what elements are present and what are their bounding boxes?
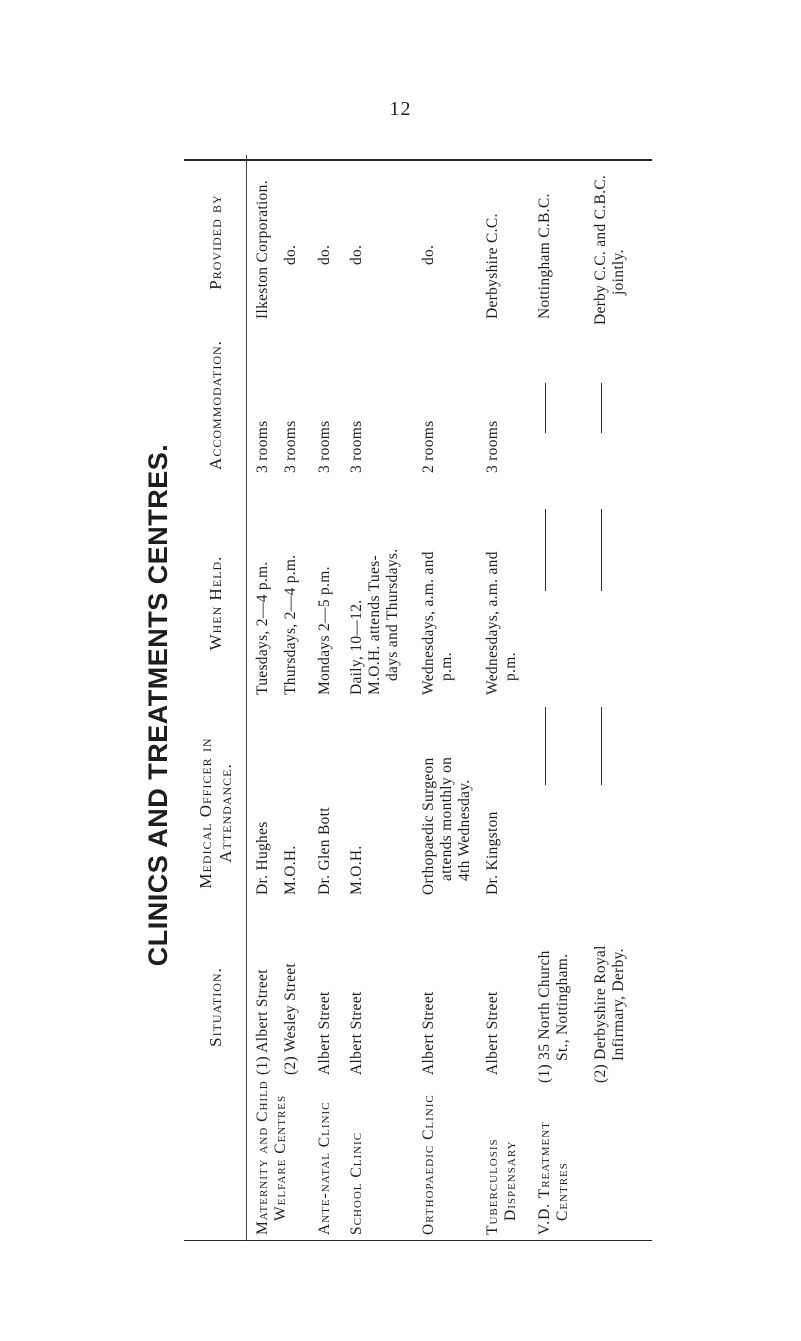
clinic-name [254, 1080, 290, 1235]
provided-cell: Nottingham C.B.C. [536, 193, 553, 319]
provided-cell: do. [282, 244, 299, 265]
officer-cell: Dr. Hughes [254, 821, 271, 895]
accommodation-cell: 2 rooms [420, 420, 437, 473]
header-situation: Situation. [206, 967, 225, 1047]
provided-cell: do. [348, 244, 365, 265]
header-accommodation: Accommodation. [206, 340, 225, 470]
when-cell: Thursdays, 2—4 p.m. [282, 554, 299, 695]
situation-cell [536, 950, 572, 1083]
provided-cell: do. [420, 244, 437, 265]
when-line: M.O.H. attends Tues- [366, 555, 383, 695]
provided-line: jointly. [610, 249, 627, 295]
when-cell [420, 551, 456, 695]
clinic-name-line: Centres [554, 1162, 571, 1221]
situation-line: (1) 35 North Church [536, 950, 553, 1083]
when-line: days and Thursdays. [384, 548, 401, 681]
when-line: Daily, 10—12. [348, 599, 365, 695]
table-rule-top [184, 1240, 652, 1241]
header-provided-by: Provided by [206, 194, 225, 290]
situation-cell [592, 945, 628, 1083]
clinic-name: Orthopaedic Clinic [420, 1094, 437, 1235]
officer-cell: M.O.H. [282, 845, 299, 895]
officer-dash [545, 707, 546, 785]
clinic-name-line: Tuberculosis [484, 1138, 501, 1235]
rotated-table [132, 155, 652, 1255]
officer-line: attends monthly on [438, 756, 455, 881]
situation-cell: Albert Street [316, 991, 333, 1075]
when-cell: Tuesdays, 2—4 p.m. [254, 561, 271, 695]
officer-line: 4th Wednesday. [456, 779, 473, 881]
situation-line: (2) Derbyshire Royal [592, 945, 609, 1083]
page-title: CLINICS AND TREATMENTS CENTRES. [143, 443, 173, 967]
officer-cell: M.O.H. [348, 845, 365, 895]
accommodation-cell: 3 rooms [254, 420, 271, 473]
when-line: p.m. [502, 652, 519, 681]
table-frame [184, 155, 652, 1255]
header-rule [246, 155, 247, 1241]
when-cell: Mondays 2—5 p.m. [316, 566, 333, 695]
clinic-name [484, 1138, 520, 1235]
situation-cell: Albert Street [348, 991, 365, 1075]
when-dash [545, 509, 546, 591]
accommodation-cell: 3 rooms [348, 420, 365, 473]
header-when-held: When Held. [206, 555, 225, 651]
situation-cell: Albert Street [484, 991, 501, 1075]
officer-cell: Dr. Kingston [484, 811, 501, 895]
officer-line: Orthopaedic Surgeon [420, 757, 437, 895]
provided-cell [592, 175, 628, 325]
provided-cell: Derbyshire C.C. [484, 213, 501, 319]
accommodation-cell: 3 rooms [316, 420, 333, 473]
when-cell [484, 551, 520, 695]
when-cell [348, 549, 402, 695]
clinic-name: School Clinic [348, 1131, 365, 1235]
accommodation-dash [601, 383, 602, 433]
situation-cell: (2) Wesley Street [282, 962, 299, 1075]
clinic-name [536, 1121, 572, 1235]
clinic-name-line: V.D. Treatment [536, 1121, 553, 1235]
accommodation-dash [545, 383, 546, 433]
situation-line: St., Nottingham. [554, 953, 571, 1061]
when-line: p.m. [438, 652, 455, 681]
accommodation-cell: 3 rooms [484, 420, 501, 473]
clinic-name-line: Welfare Centres [272, 1094, 289, 1221]
officer-dash [601, 707, 602, 785]
when-line: Wednesdays, a.m. and [420, 551, 437, 695]
provided-cell: Ilkeston Corporation. [254, 180, 271, 319]
situation-cell: Albert Street [420, 991, 437, 1075]
when-dash [601, 509, 602, 591]
when-line: Wednesdays, a.m. and [484, 551, 501, 695]
accommodation-cell: 3 rooms [282, 420, 299, 473]
clinic-name-line: Maternity and Child [254, 1080, 271, 1235]
provided-cell: do. [316, 244, 333, 265]
header-medical-officer: Medical Officer in Attendance. [196, 737, 235, 889]
clinic-name-line: Dispensary [502, 1140, 519, 1221]
situation-line: Infirmary, Derby. [610, 948, 627, 1061]
officer-cell: Dr. Glen Bott [316, 807, 333, 895]
page-number: 12 [389, 98, 412, 120]
table-rule-bottom [184, 159, 652, 161]
provided-line: Derby C.C. and C.B.C. [592, 174, 609, 325]
situation-cell: (1) Albert Street [254, 969, 271, 1075]
clinic-name: Ante-natal Clinic [316, 1101, 333, 1235]
officer-cell [420, 757, 474, 895]
